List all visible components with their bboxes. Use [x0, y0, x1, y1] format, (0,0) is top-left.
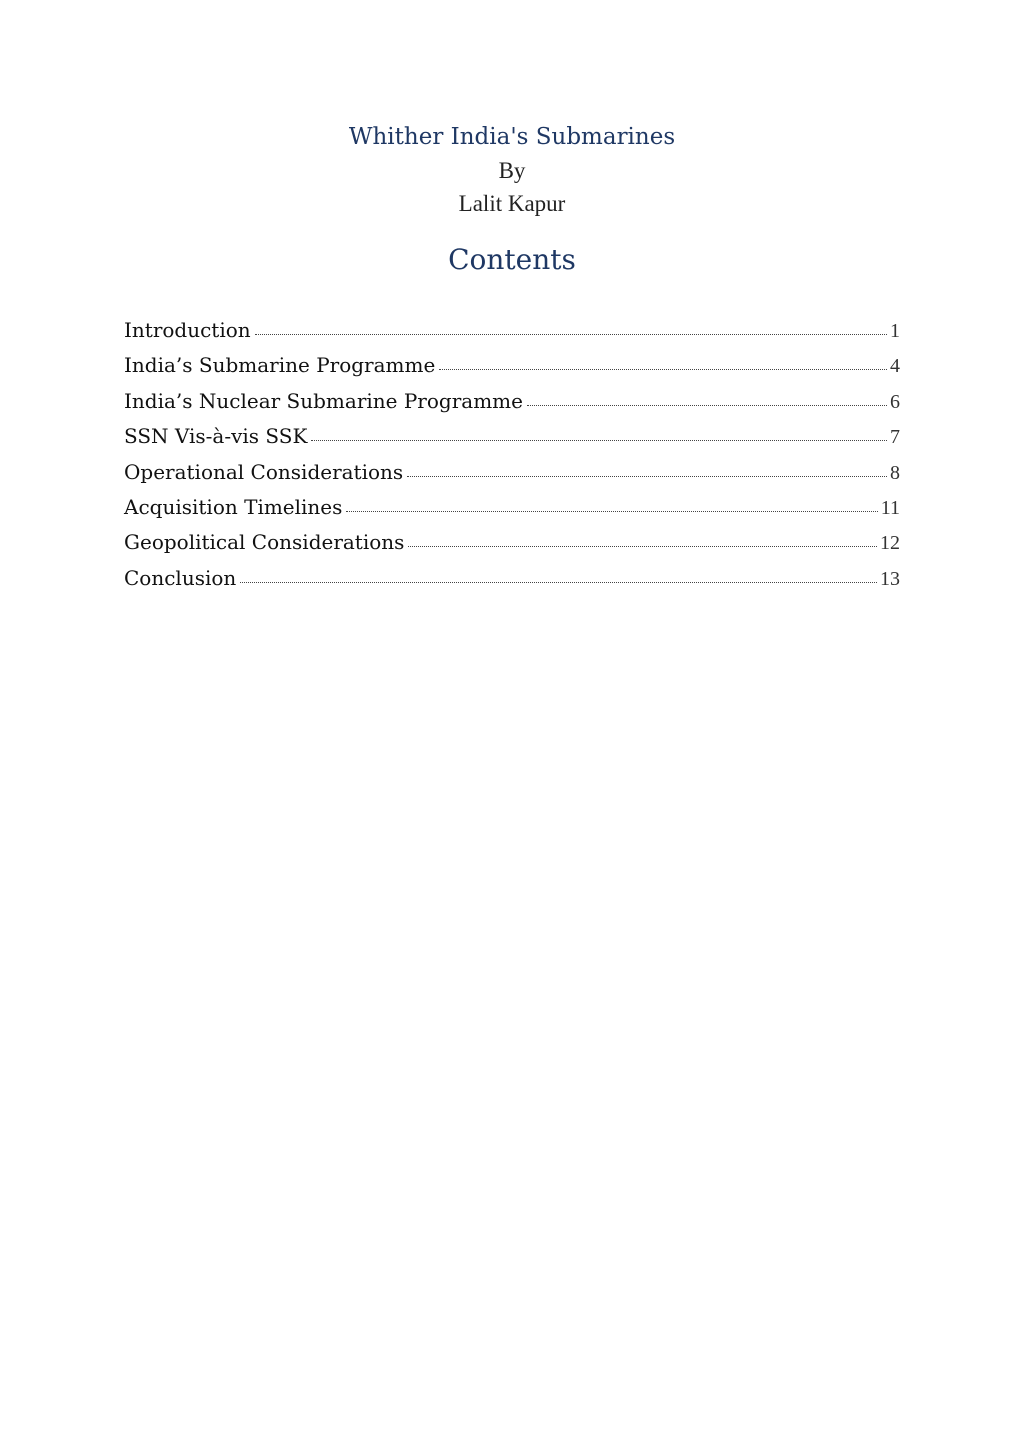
- toc-entry-title: Introduction: [124, 318, 251, 342]
- toc-entry-conclusion[interactable]: [124, 561, 900, 596]
- toc-entry-title: Acquisition Timelines: [124, 494, 343, 519]
- toc-entry-geopolitical-considerations[interactable]: [124, 525, 900, 560]
- toc-entry-title: Operational Considerations: [124, 459, 404, 484]
- author-name: Lalit Kapur: [458, 191, 566, 216]
- toc-entry-title: Geopolitical Considerations: [124, 530, 405, 555]
- toc-page-number: 12: [880, 532, 900, 555]
- by-label: By: [498, 158, 526, 183]
- toc-entry-acquisition-timelines[interactable]: [124, 490, 900, 525]
- toc-entry-title: India’s Submarine Programme: [124, 353, 436, 378]
- toc-page-number: 13: [880, 567, 900, 590]
- toc-dot-leader: [439, 349, 887, 370]
- toc-entry-submarine-programme[interactable]: [124, 348, 900, 383]
- toc-entry-title: Conclusion: [124, 565, 237, 590]
- toc-page-number: 6: [890, 390, 900, 413]
- document-title: Whither India's Submarines: [348, 124, 676, 150]
- table-of-contents: [124, 313, 900, 596]
- toc-page-number: 1: [890, 320, 900, 342]
- toc-dot-leader: [407, 456, 887, 477]
- toc-page-number: 8: [890, 461, 900, 484]
- toc-page-number: 4: [890, 355, 900, 378]
- toc-entry-operational-considerations[interactable]: [124, 455, 900, 490]
- toc-dot-leader: [311, 420, 887, 441]
- toc-entry-title: SSN Vis-à-vis SSK: [124, 424, 308, 449]
- toc-dot-leader: [527, 385, 887, 406]
- title-block: [0, 120, 1024, 220]
- toc-entry-title: India’s Nuclear Submarine Programme: [124, 388, 523, 413]
- toc-page-number: 7: [890, 426, 900, 449]
- toc-dot-leader: [255, 314, 887, 335]
- toc-dot-leader: [408, 526, 877, 547]
- toc-page-number: 11: [880, 496, 900, 519]
- toc-entry-ssn-vs-ssk[interactable]: [124, 419, 900, 454]
- toc-dot-leader: [346, 491, 877, 512]
- toc-entry-introduction[interactable]: [124, 313, 900, 348]
- toc-dot-leader: [240, 562, 877, 583]
- contents-heading: Contents: [448, 243, 576, 276]
- toc-entry-nuclear-submarine-programme[interactable]: [124, 384, 900, 419]
